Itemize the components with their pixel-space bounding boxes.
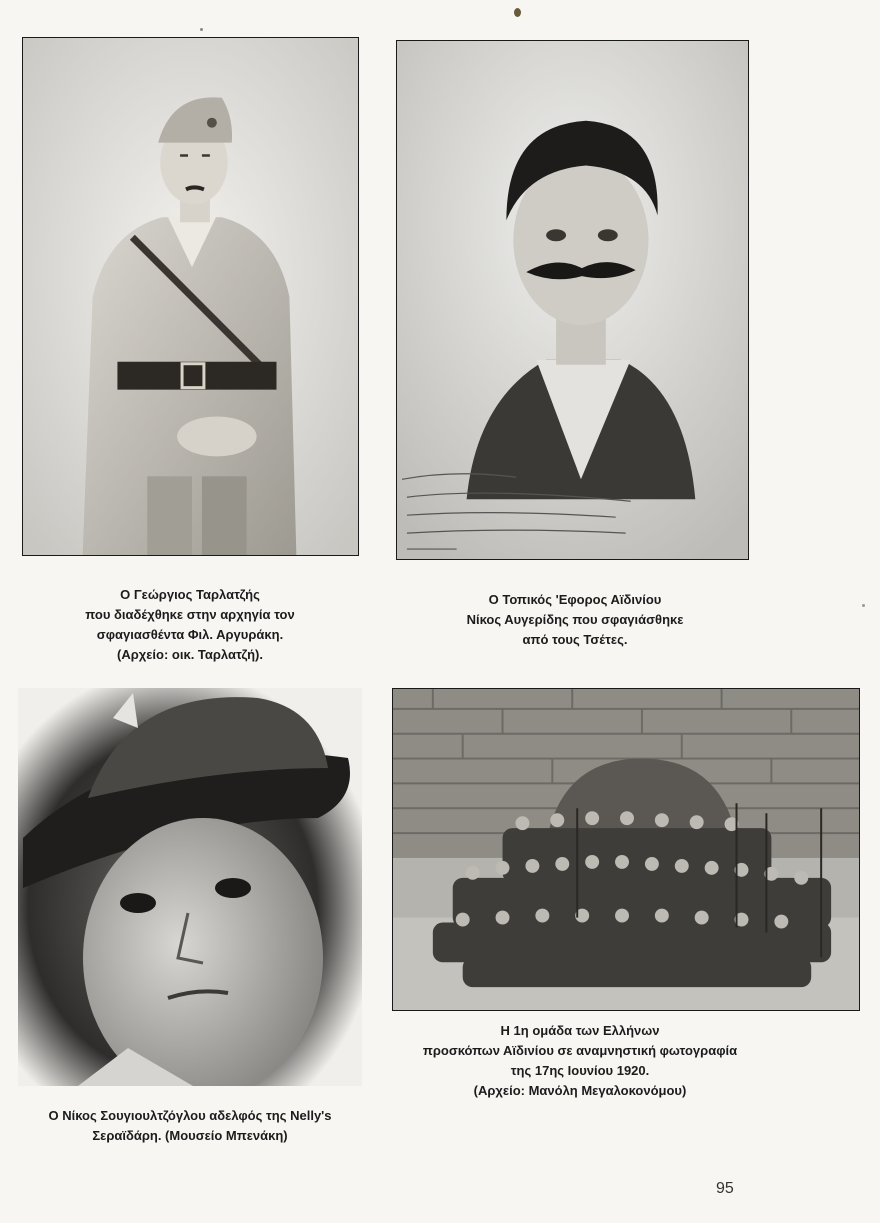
sougioultzoglou-portrait-image — [18, 688, 362, 1086]
caption-line: από τους Τσέτες. — [522, 632, 628, 647]
caption-line: σφαγιασθέντα Φιλ. Αργυράκη. — [96, 627, 284, 642]
caption-line: Ο Νίκος Σουγιουλτζόγλου αδελφός της Nelly's — [48, 1108, 332, 1123]
caption-line: Ο Τοπικός 'Εφορος Αϊδινίου — [488, 592, 662, 607]
caption-line: Σεραϊδάρη. (Μουσείο Μπενάκη) — [92, 1128, 288, 1143]
caption-line: Η 1η ομάδα των Ελλήνων — [500, 1023, 660, 1038]
caption-tarlatzis — [40, 585, 340, 665]
photo-tarlatzis-portrait — [22, 37, 359, 556]
caption-sougioultzoglou — [20, 1106, 360, 1146]
caption-line: (Αρχείο: οικ. Ταρλατζή). — [116, 647, 263, 662]
paper-speck — [514, 8, 521, 17]
caption-line: προσκόπων Αϊδινίου σε αναμνηστική φωτογραφία — [422, 1043, 738, 1058]
caption-line: της 17ης Ιουνίου 1920. — [510, 1063, 650, 1078]
avgeridis-portrait-image — [397, 41, 748, 559]
scout-group-image — [393, 689, 859, 1010]
page-number: 95 — [716, 1180, 734, 1197]
photo-sougioultzoglou-portrait — [18, 688, 362, 1086]
tarlatzis-portrait-image — [23, 38, 358, 555]
paper-speck — [862, 604, 865, 607]
paper-speck — [200, 28, 203, 31]
photo-avgeridis-portrait — [396, 40, 749, 560]
photo-scout-group — [392, 688, 860, 1011]
caption-avgeridis — [420, 590, 730, 650]
caption-scout-group — [400, 1021, 760, 1101]
caption-line: Ο Γεώργιος Ταρλατζής — [120, 587, 260, 602]
caption-line: (Αρχείο: Μανόλη Μεγαλοκονόμου) — [473, 1083, 687, 1098]
caption-line: που διαδέχθηκε στην αρχηγία τον — [85, 607, 295, 622]
caption-line: Νίκος Αυγερίδης που σφαγιάσθηκε — [466, 612, 684, 627]
